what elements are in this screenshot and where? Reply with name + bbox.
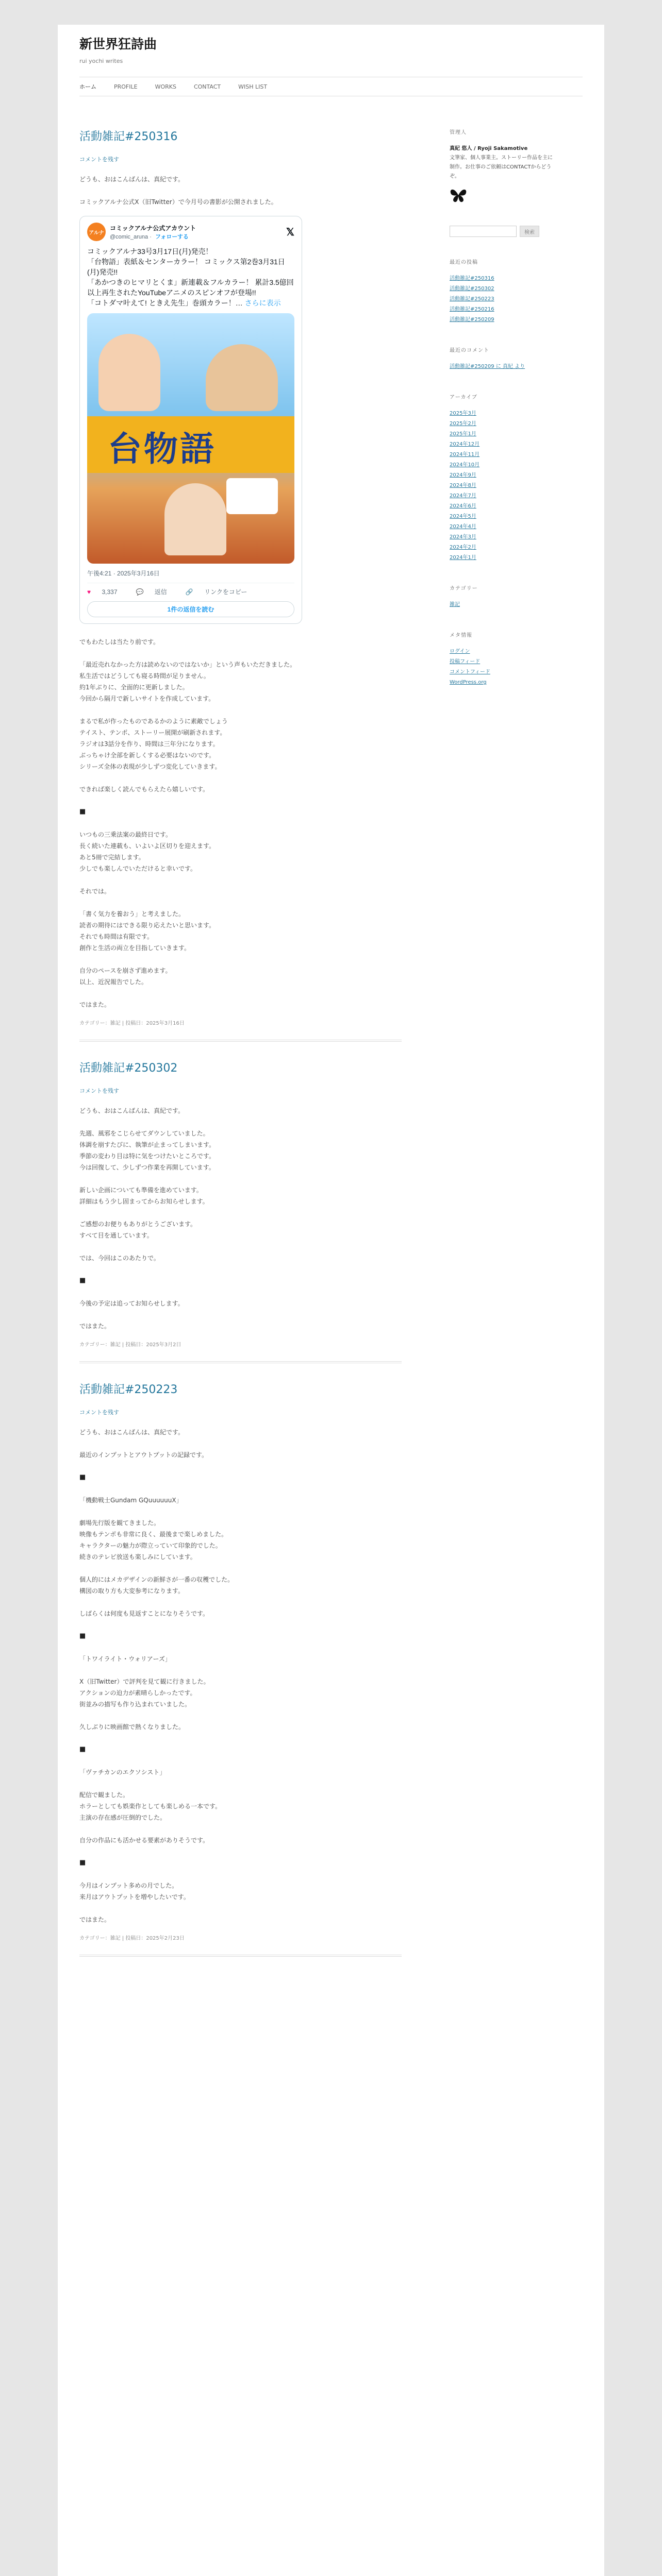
meta-link[interactable]: 投稿フィード	[450, 659, 481, 665]
paragraph-line: でもわたしは当たり前です。	[79, 638, 160, 646]
recent-comments-list	[450, 362, 553, 372]
paragraph-line: それでは。	[79, 888, 111, 895]
site-title[interactable]: 新世界狂詩曲	[79, 37, 157, 52]
post-intro	[79, 1427, 402, 1461]
recent-post-link[interactable]: 活動雑記#250209	[450, 317, 494, 323]
comment-link[interactable]: コメントを残す	[79, 1409, 119, 1416]
copy-link-label: リンクをコピー	[204, 588, 247, 596]
widget-title: メタ情報	[450, 633, 472, 638]
entry-meta[interactable]: カテゴリー：雑記 | 投稿日：2025年2月23日	[79, 1934, 402, 1957]
review-sections	[79, 1472, 402, 1857]
list-item	[450, 491, 553, 501]
archive-link[interactable]: 2024年5月	[450, 514, 476, 519]
post-title[interactable]: 活動雑記#250316	[79, 130, 178, 143]
main-content	[79, 128, 402, 1974]
paragraph-line	[79, 1173, 402, 1184]
section-mark: ■	[79, 1473, 86, 1481]
paragraph-line	[79, 1309, 402, 1320]
tweet-author-name[interactable]: コミックアルナ公式アカウント	[110, 224, 196, 232]
paragraph-line: X（旧Twitter）で評判を見て観に行きました。	[79, 1678, 210, 1685]
paragraph-line: 「書く気力を養おう」と考えました。	[79, 910, 185, 918]
paragraph-line	[79, 1710, 402, 1721]
post-closing	[79, 1880, 402, 1925]
list-item	[450, 667, 553, 677]
recent-comment-link[interactable]: 活動雑記#250209 に 真紀 より	[450, 364, 525, 369]
recent-posts-widget	[450, 258, 553, 325]
paragraph-line	[79, 1903, 402, 1914]
entry-meta[interactable]: カテゴリー：雑記 | 投稿日：2025年3月2日	[79, 1340, 402, 1363]
paragraph-line: 以上、近況報告でした。	[79, 978, 148, 986]
archive-link[interactable]: 2024年6月	[450, 503, 476, 509]
meta-link[interactable]: WordPress.org	[450, 680, 487, 685]
tweet-text: コミックアルナ33号3月17日(月)発売！ 「台物語」表紙＆センターカラー！ コミックス第2巻3月31日(月)発売!! 「あかつきのヒマリとくま」新連載＆フルカラー！ 累計3.5億回以上再生されたYouTubeアニメのスピンオフが登場!! 「コトダマ叶えて! ときえ先生」巻頭カラー！…	[87, 247, 294, 307]
paragraph-line: どうも、おはこんばんは、真紀です。	[79, 176, 185, 183]
archives-widget	[450, 393, 553, 563]
paragraph-line: 体調を崩すたびに、執筆が止まってしまいます。	[79, 1141, 216, 1148]
paragraph-line: シリーズ全体の表現が少しずつ変化していきます。	[79, 763, 221, 770]
section-heading: 「トワイライト・ウォリアーズ」	[79, 1655, 171, 1663]
paragraph-line: テイスト、テンポ、ストーリー展開が刷新されます。	[79, 729, 226, 736]
widget-title: アーカイブ	[450, 395, 477, 400]
tweet-avatar[interactable]: アルナ	[87, 223, 106, 241]
paragraph-line: 創作と生活の両立を目指していきます。	[79, 944, 191, 952]
site-description: rui yochi writes	[79, 58, 123, 64]
post-250223	[79, 1381, 402, 1957]
list-item	[450, 409, 553, 419]
post-title[interactable]: 活動雑記#250223	[79, 1383, 178, 1396]
post-intro	[79, 174, 402, 208]
post-body-2	[79, 1298, 402, 1332]
section-mark: ■	[79, 1277, 86, 1284]
category-link[interactable]: 雑記	[450, 602, 460, 607]
paragraph-line: 劇場先行版を観てきました。	[79, 1519, 160, 1527]
comment-link[interactable]: コメントを残す	[79, 156, 119, 163]
section-mark: ■	[79, 1632, 86, 1640]
profile-widget	[450, 128, 553, 205]
reply-label: 返信	[154, 588, 167, 596]
widget-title: 最近の投稿	[450, 260, 478, 265]
archive-link[interactable]: 2025年2月	[450, 421, 476, 427]
widget-title: 最近のコメント	[450, 348, 489, 353]
paragraph-line: 今後の予定は追ってお知らせします。	[79, 1300, 184, 1307]
paragraph-line: 街並みの描写も作り込まれていました。	[79, 1701, 191, 1708]
paragraph-line	[79, 1597, 402, 1608]
paragraph-line: ぶっちゃけ全部を新しくする必要はないのです。	[79, 752, 216, 759]
paragraph-line: 自分の作品にも活かせる要素がありそうです。	[79, 1837, 209, 1844]
profile-text: 文筆家、個人事業主。ストーリー作品を主に制作。お仕事のご依頼はCONTACTからどうぞ。	[450, 155, 553, 179]
nav-contact[interactable]: CONTACT	[193, 83, 221, 90]
paragraph-line: 続きのテレビ放送も楽しみにしています。	[79, 1553, 196, 1561]
copy-link-action[interactable]	[186, 587, 257, 596]
comment-link[interactable]: コメントを残す	[79, 1088, 119, 1094]
paragraph-line: 先週、風邪をこじらせてダウンしていました。	[79, 1130, 209, 1137]
post-250302	[79, 1059, 402, 1363]
paragraph-line: できれば楽しく読んでもらえたら嬉しいです。	[79, 786, 209, 793]
link-icon: 🔗	[185, 588, 193, 596]
list-item	[450, 553, 553, 563]
paragraph-line: 私生活ではどうしても寝る時間が足りません。	[79, 672, 210, 680]
list-item	[450, 522, 553, 532]
search-input[interactable]	[450, 226, 517, 237]
archive-link[interactable]: 2024年3月	[450, 534, 476, 540]
list-item	[450, 315, 553, 325]
paragraph-line	[79, 1438, 402, 1449]
paragraph-line: 今は回復して、少しずつ作業を再開しています。	[79, 1164, 215, 1171]
archive-link[interactable]: 2024年12月	[450, 442, 480, 447]
search-widget	[450, 226, 553, 237]
archive-link[interactable]: 2024年2月	[450, 545, 476, 550]
paragraph-line: アクションの迫力が素晴らしかったです。	[79, 1689, 196, 1697]
paragraph-line: ではまた。	[79, 1323, 111, 1330]
list-item	[450, 677, 553, 688]
main-nav	[79, 77, 583, 96]
recent-comments-widget	[450, 346, 553, 372]
paragraph-line	[79, 648, 402, 659]
post-body	[79, 1128, 402, 1241]
section-heading: 「機動戦士Gundam GQuuuuuuX」	[79, 1497, 183, 1504]
archive-link[interactable]: 2024年8月	[450, 483, 476, 488]
categories-list	[450, 600, 553, 610]
post-body	[79, 636, 402, 795]
paragraph-line	[79, 1207, 402, 1218]
paragraph-line: コミックアルナ公式X（旧Twitter）で今月号の書影が公開されました。	[79, 198, 277, 206]
paragraph-line	[79, 772, 402, 784]
paragraph-line	[79, 1823, 402, 1835]
page	[58, 25, 604, 2576]
list-item	[450, 543, 553, 553]
paragraph-line	[79, 704, 402, 716]
list-item	[450, 274, 553, 284]
meta-widget	[450, 631, 553, 688]
nav-works[interactable]: WORKS	[155, 83, 176, 90]
paragraph-line: ラジオは3話分を作り、時間は三年分になります。	[79, 740, 219, 748]
profile-name: 真紀 悠人 / Ryoji Sakamotive	[450, 146, 528, 151]
paragraph-line: どうも、おはこんばんは、真紀です。	[79, 1429, 185, 1436]
section-mark: ■	[79, 1859, 86, 1867]
list-item	[450, 532, 553, 543]
paragraph-line: 久しぶりに映画館で熱くなりました。	[79, 1723, 185, 1731]
list-item	[450, 429, 553, 439]
paragraph-line: 構図の取り方も大変参考になります。	[79, 1587, 185, 1595]
list-item	[450, 647, 553, 657]
tweet-cover-image[interactable]	[87, 313, 294, 564]
categories-widget	[450, 584, 553, 610]
recent-posts-list	[450, 274, 553, 325]
meta-link[interactable]: コメントフィード	[450, 669, 490, 675]
post-250316	[79, 128, 402, 1042]
post-intro	[79, 1105, 402, 1116]
site-header	[58, 25, 604, 96]
paragraph-line: 主演の存在感が圧倒的でした。	[79, 1814, 167, 1821]
paragraph-line	[79, 874, 402, 886]
heart-icon: ♥	[87, 588, 91, 596]
list-item	[450, 439, 553, 450]
cover-figure	[164, 483, 226, 555]
paragraph-line: キャラクターの魅力が際立っていて印象的でした。	[79, 1542, 222, 1549]
nav-home[interactable]: ホーム	[79, 83, 96, 90]
meta-list	[450, 647, 553, 688]
paragraph-line: あと5冊で完結します。	[79, 854, 145, 861]
paragraph-line	[79, 1563, 402, 1574]
archive-link[interactable]: 2024年7月	[450, 493, 476, 499]
cover-logo: 台物語	[108, 429, 216, 469]
recent-post-link[interactable]: 活動雑記#250316	[450, 276, 494, 281]
paragraph-line: どうも、おはこんばんは、真紀です。	[79, 1107, 185, 1114]
x-logo-icon[interactable]: 𝕏	[286, 226, 294, 238]
list-item	[450, 304, 553, 315]
list-item	[450, 419, 553, 429]
paragraph-line: いつもの三乗法案の最終日です。	[79, 831, 172, 838]
archive-link[interactable]: 2025年3月	[450, 411, 476, 416]
paragraph-line: 今回から隔月で新しいサイトを作成しています。	[79, 695, 215, 702]
sidebar	[450, 128, 553, 708]
cover-figure	[98, 334, 160, 411]
reply-icon: 💬	[136, 588, 144, 596]
paragraph-line: まるで私が作ったものであるかのように素敵でしょう	[79, 718, 228, 725]
paragraph-line: では、今回はこのあたりで。	[79, 1255, 160, 1262]
archive-link[interactable]: 2024年4月	[450, 524, 476, 530]
read-replies-button[interactable]: 1件の返信を読む	[87, 601, 294, 617]
paragraph-line: 新しい企画についても準備を進めています。	[79, 1187, 203, 1194]
nav-wish-list[interactable]: WISH LIST	[238, 83, 268, 90]
paragraph-line: 詳細はもう少し固まってからお知らせします。	[79, 1198, 209, 1205]
paragraph-line: それでも時間は有限です。	[79, 933, 154, 940]
paragraph-line: ではまた。	[79, 1001, 111, 1008]
recent-post-link[interactable]: 活動雑記#250302	[450, 286, 494, 292]
tweet-date[interactable]: 午後4:21 · 2025年3月16日	[87, 570, 160, 577]
butterfly-icon	[450, 188, 553, 205]
cover-figure	[206, 344, 278, 411]
list-item	[450, 481, 553, 491]
embedded-tweet[interactable]: アルナ コミックアルナ公式アカウント @comic_aruna · フォローする 𝕏 コミックアルナ33号3月17日(月)発売！ 「台物語」表紙＆センターカラー！ コミックス第2巻3月31日(月)発売!! 「あかつきのヒマリとくま」新連載＆フルカラー！ 累計3.5億回以上再生されたYouTubeアニメのスピンオフが登場!! 「コトダマ叶えて! ときえ先生」巻頭カラー！… さらに表示 台物語 午後4:21 · 2025年3月16日 ♥ 3,337 💬 返信 🔗 リンクをコピー 1件の返信を読む	[79, 216, 302, 624]
section-heading: 「ヴァチカンのエクソシスト」	[79, 1769, 166, 1776]
archive-link[interactable]: 2024年1月	[450, 555, 476, 561]
paragraph-line: 最近のインプットとアウトプットの記録です。	[79, 1451, 208, 1459]
paragraph-line	[79, 185, 402, 196]
paragraph-line: 約1年ぶりに、全面的に更新しました。	[79, 684, 189, 691]
section-mark: ■	[79, 808, 86, 816]
post-body-2	[79, 829, 402, 1010]
paragraph-line: 今月はインプット多めの月でした。	[79, 1882, 178, 1889]
list-item	[450, 294, 553, 304]
paragraph-line: ご感想のお便りもありがとうございます。	[79, 1221, 197, 1228]
list-item	[450, 600, 553, 610]
archive-link[interactable]: 2024年11月	[450, 452, 480, 457]
paragraph-line: ホラーとしても娯楽作としても楽しめる一本です。	[79, 1803, 222, 1810]
recent-post-link[interactable]: 活動雑記#250223	[450, 296, 494, 302]
like-count: 3,337	[102, 588, 118, 596]
tweet-follow-button[interactable]: フォローする	[155, 233, 189, 240]
paragraph-line: 読者の期待にはできる限り応えたいと思います。	[79, 922, 216, 929]
list-item	[450, 657, 553, 667]
archive-link[interactable]: 2024年10月	[450, 462, 480, 468]
paragraph-line	[79, 954, 402, 965]
list-item	[450, 512, 553, 522]
paragraph-line: 季節の変わり目は特に気をつけたいところです。	[79, 1153, 215, 1160]
list-item	[450, 284, 553, 294]
like-action[interactable]	[87, 588, 127, 596]
post-title[interactable]: 活動雑記#250302	[79, 1062, 178, 1075]
widget-title: 管理人	[450, 130, 467, 135]
archive-link[interactable]: 2025年1月	[450, 431, 476, 437]
tweet-handle[interactable]: @comic_aruna	[110, 233, 148, 240]
recent-post-link[interactable]: 活動雑記#250216	[450, 307, 494, 312]
list-item	[450, 450, 553, 460]
paragraph-line: 映像もテンポも非常に良く、最後まで楽しめました。	[79, 1531, 228, 1538]
paragraph-line: しばらくは何度も見返すことになりそうです。	[79, 1610, 209, 1617]
tweet-show-more-link[interactable]: さらに表示	[244, 299, 281, 307]
meta-link[interactable]: ログイン	[450, 649, 470, 654]
paragraph-line: 個人的にはメカデザインの新鮮さが一番の収穫でした。	[79, 1576, 234, 1583]
widget-title: カテゴリー	[450, 586, 478, 591]
paragraph-line: 来月はアウトプットを増やしたいです。	[79, 1893, 190, 1901]
post-footer-lines	[79, 1252, 402, 1264]
cover-subpanel	[226, 478, 278, 514]
archive-link[interactable]: 2024年9月	[450, 472, 476, 478]
paragraph-line: 配信で観ました。	[79, 1791, 129, 1799]
paragraph-line: 自分のペースを崩さず進めます。	[79, 967, 172, 974]
paragraph-line	[79, 897, 402, 908]
tweet-actions	[87, 583, 294, 596]
search-button[interactable]: 検索	[520, 226, 539, 237]
paragraph-line: ではまた。	[79, 1916, 111, 1923]
paragraph-line: すべて目を通しています。	[79, 1232, 153, 1239]
paragraph-line: 少しでも楽しんでいただけると幸いです。	[79, 865, 197, 872]
list-item	[450, 362, 553, 372]
nav-profile[interactable]: PROFILE	[114, 83, 138, 90]
entry-meta[interactable]: カテゴリー：雑記 | 投稿日：2025年3月16日	[79, 1019, 402, 1042]
archives-list	[450, 409, 553, 563]
reply-action[interactable]	[136, 587, 176, 596]
list-item	[450, 470, 553, 481]
paragraph-line: 長く続いた連載も、いよいよ区切りを迎えます。	[79, 842, 216, 850]
list-item	[450, 501, 553, 512]
paragraph-line	[79, 988, 402, 999]
list-item	[450, 460, 553, 470]
paragraph-line: 「最近売れなかった方は読めないのではないか」という声もいただきました。	[79, 661, 296, 668]
section-mark: ■	[79, 1745, 86, 1753]
